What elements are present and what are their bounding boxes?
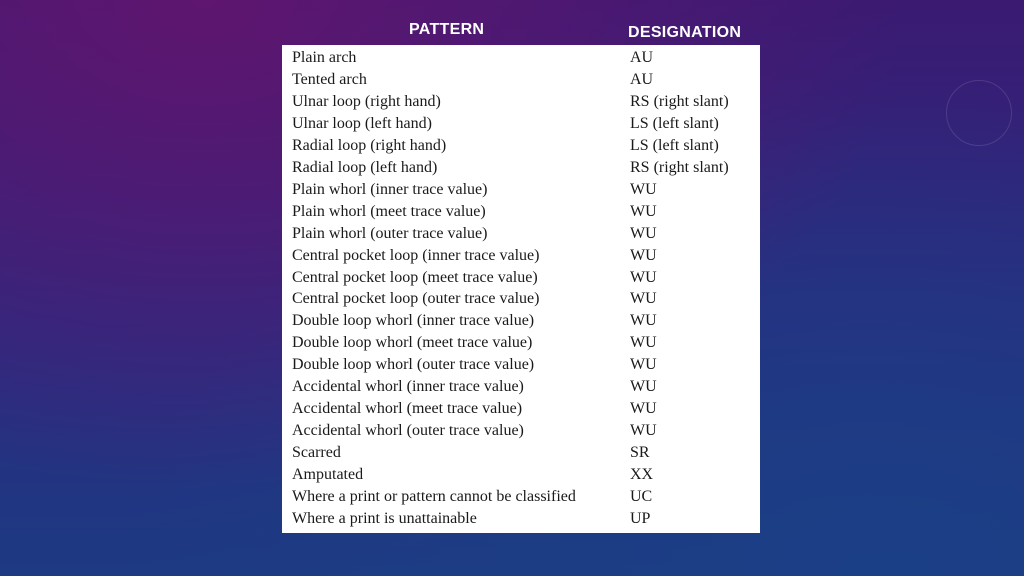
designation-cell: AU — [630, 70, 654, 88]
designation-cell: LS (left slant) — [630, 136, 719, 154]
pattern-cell: Accidental whorl (outer trace value) — [292, 422, 524, 440]
pattern-cell: Where a print is unattainable — [292, 509, 477, 527]
designation-cell: XX — [630, 466, 654, 484]
pattern-cell: Double loop whorl (meet trace value) — [292, 334, 533, 352]
designation-cell: WU — [630, 224, 657, 242]
pattern-cell: Where a print or pattern cannot be classified — [292, 488, 576, 505]
pattern-cell: Accidental whorl (meet trace value) — [292, 400, 523, 418]
pattern-cell: Scarred — [292, 444, 341, 462]
designation-cell: WU — [630, 334, 657, 352]
pattern-cell: Amputated — [292, 466, 364, 484]
designation-cell: WU — [630, 246, 657, 264]
designation-cell: WU — [630, 356, 657, 374]
pattern-cell: Central pocket loop (outer trace value) — [292, 290, 540, 308]
pattern-cell: Plain whorl (outer trace value) — [292, 224, 488, 242]
designation-cell: RS (right slant) — [630, 158, 729, 176]
pattern-column-header: PATTERN — [409, 21, 485, 38]
designation-cell: RS (right slant) — [630, 92, 729, 110]
designation-cell: LS (left slant) — [630, 114, 719, 132]
designation-cell: WU — [630, 312, 657, 330]
pattern-cell: Ulnar loop (right hand) — [292, 92, 441, 110]
pattern-cell: Central pocket loop (inner trace value) — [292, 246, 540, 264]
designation-cell: AU — [630, 49, 654, 66]
decorative-circle — [946, 80, 1012, 146]
pattern-cell: Radial loop (left hand) — [292, 158, 438, 176]
pattern-cell: Double loop whorl (outer trace value) — [292, 356, 535, 374]
designation-cell: SR — [630, 444, 650, 462]
designation-cell: WU — [630, 268, 657, 286]
pattern-cell: Plain whorl (inner trace value) — [292, 180, 488, 198]
designation-cell: UC — [630, 488, 653, 505]
pattern-cell: Radial loop (right hand) — [292, 136, 447, 154]
pattern-cell: Ulnar loop (left hand) — [292, 114, 432, 132]
designation-column-panel — [606, 45, 760, 533]
designation-cell: UP — [630, 509, 651, 527]
pattern-cell: Accidental whorl (inner trace value) — [292, 378, 524, 396]
pattern-cell: Plain whorl (meet trace value) — [292, 202, 486, 220]
pattern-cell: Central pocket loop (meet trace value) — [292, 268, 538, 286]
designation-column-header: DESIGNATION — [628, 24, 742, 41]
pattern-cell: Double loop whorl (inner trace value) — [292, 312, 535, 330]
pattern-cell: Plain arch — [292, 49, 357, 66]
designation-cell: WU — [630, 180, 657, 198]
pattern-column-panel — [282, 45, 606, 533]
pattern-cell: Tented arch — [292, 70, 367, 88]
designation-cell: WU — [630, 290, 657, 308]
designation-cell: WU — [630, 400, 657, 418]
designation-cell: WU — [630, 378, 657, 396]
designation-cell: WU — [630, 422, 657, 440]
designation-cell: WU — [630, 202, 657, 220]
